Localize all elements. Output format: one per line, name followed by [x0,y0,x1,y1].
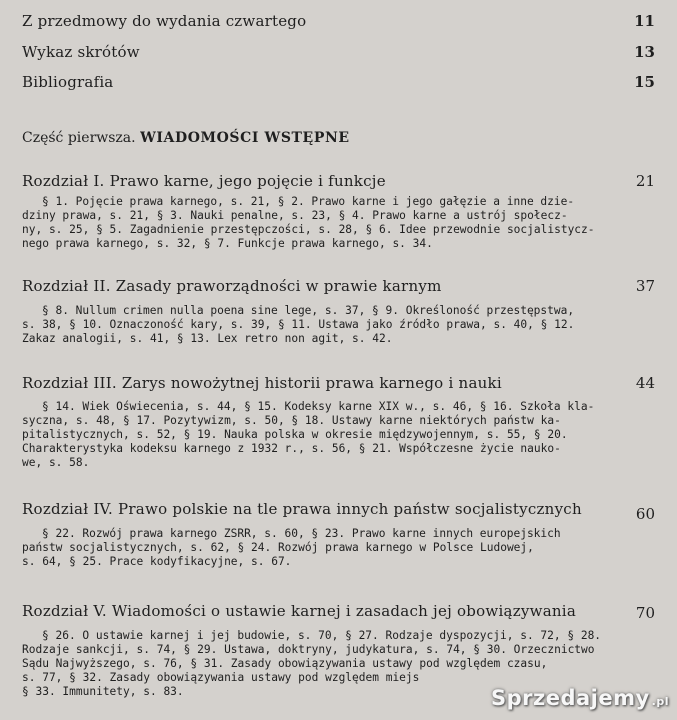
chapter-title: Rozdział I. Prawo karne, jego pojęcie i funkcje [22,172,386,190]
summary-line: ny, s. 25, § 5. Zagadnienie przestępczości, s. 28, § 6. Idee przewodnie socjalistycz- [22,223,595,236]
watermark-logo [491,686,669,710]
toc-entry-preface [22,12,306,30]
toc-entry-bibliography [22,73,113,91]
summary-line: we, s. 58. [22,456,90,469]
summary-line: Zakaz analogii, s. 41, § 13. Lex retro non agit, s. 42. [22,332,393,345]
chapter-title: Rozdział III. Zarys nowożytnej historii prawa karnego i nauki [22,374,502,392]
part-title: WIADOMOŚCI WSTĘPNE [140,130,350,146]
toc-entry-label: Bibliografia [22,73,114,91]
part-heading [22,130,350,146]
summary-line: § 8. Nullum crimen nulla poena sine lege, s. 37, § 9. Określoność przestępstwa, [42,304,575,317]
watermark-suffix: .pl [651,695,669,708]
chapter-title: Rozdział IV. Prawo polskie na tle prawa innych państw socjalistycznych [22,500,582,518]
chapter-summary [22,304,635,346]
summary-line: Sądu Najwyższego, s. 76, § 31. Zasady obowiązywania ustawy pod względem czasu, [22,657,548,670]
summary-line: s. 64, § 25. Prace kodyfikacyjne, s. 67. [22,555,292,568]
summary-line: nego prawa karnego, s. 32, § 7. Funkcje prawa karnego, s. 34. [22,237,433,250]
toc-entry-abbreviations [22,43,140,61]
summary-line: Rodzaje sankcji, s. 74, § 29. Ustawa, doktryny, judykatura, s. 74, § 30. Orzecznictwo [22,643,595,656]
chapter-page: 60 [635,505,655,523]
summary-line: dziny prawa, s. 21, § 3. Nauki penalne, s. 23, § 4. Prawo karne a ustrój społecz- [22,209,568,222]
chapter-page: 37 [635,277,655,295]
summary-line: syczna, s. 48, § 17. Pozytywizm, s. 50, § 18. Ustawy karne niektórych państw ka- [22,414,561,427]
summary-line: § 22. Rozwój prawa karnego ZSRR, s. 60, § 23. Prawo karne innych europejskich [42,527,561,540]
summary-line: s. 38, § 10. Oznaczoność kary, s. 39, § 11. Ustawa jako źródło prawa, s. 40, § 12. [22,318,575,331]
toc-entry-page: 11 [634,12,655,30]
summary-line: pitalistycznych, s. 52, § 19. Nauka polska w okresie międzywojennym, s. 55, § 20. [22,428,568,441]
chapter-page: 70 [635,604,655,622]
summary-line: § 33. Immunitety, s. 83. [22,685,184,698]
summary-line: s. 77, § 32. Zasady obowiązywania ustawy pod względem miejs [22,671,420,684]
chapter-page: 44 [635,374,655,392]
watermark-text: Sprzedajemy [490,686,650,710]
part-prefix: Część pierwsza. [22,130,136,146]
chapter-page: 21 [635,172,655,190]
toc-entry-label: Wykaz skrótów [22,43,140,61]
summary-line: § 26. O ustawie karnej i jej budowie, s. 70, § 27. Rodzaje dyspozycji, s. 72, § 28. [42,629,602,642]
chapter-summary [22,195,635,251]
chapter-summary [22,527,635,569]
summary-line: państw socjalistycznych, s. 62, § 24. Rozwój prawa karnego w Polsce Ludowej, [22,541,534,554]
summary-line: Charakterystyka kodeksu karnego z 1932 r., s. 56, § 21. Współczesne życie nauko- [22,442,561,455]
chapter-title: Rozdział II. Zasady praworządności w prawie karnym [22,277,442,295]
summary-line: § 14. Wiek Oświecenia, s. 44, § 15. Kodeksy karne XIX w., s. 46, § 16. Szkoła kla- [42,400,595,413]
summary-line: § 1. Pojęcie prawa karnego, s. 21, § 2. Prawo karne i jego gałęzie a inne dzie- [42,195,575,208]
toc-entry-label: Z przedmowy do wydania czwartego [22,12,307,30]
toc-entry-page: 15 [634,73,655,91]
chapter-title: Rozdział V. Wiadomości o ustawie karnej i zasadach jej obowiązywania [22,602,577,620]
chapter-summary [22,400,635,470]
toc-entry-page: 13 [634,43,655,61]
